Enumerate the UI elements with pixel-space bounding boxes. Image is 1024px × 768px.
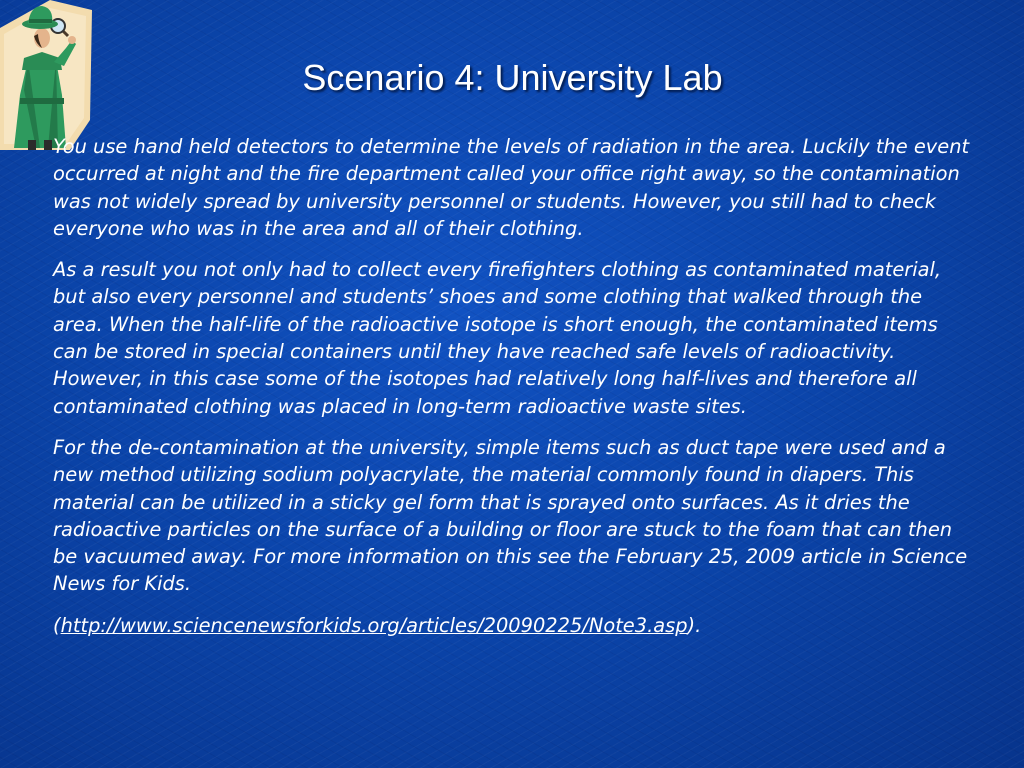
slide-title: Scenario 4: University Lab [302, 57, 723, 98]
slide-body [53, 133, 978, 653]
reference-line [53, 612, 978, 639]
paragraph-1: You use hand held detectors to determine the levels of radiation in the area. Luckily the event occurred at night and the fire department called your office right away, so the contamination was not widely spread by university personnel or students. However, you still had to check everyone who was in the area and all of their clothing. [53, 135, 970, 240]
link-prefix: ( [53, 613, 61, 637]
detective-icon [0, 0, 92, 150]
paragraph-3: For the de-contamination at the university, simple items such as duct tape were used and a new method utilizing sodium polyacrylate, the material commonly found in diapers. This material can be utilized in a sticky gel form that is sprayed onto surfaces. As it dries the radioactive particles on the surface of a building or floor are stuck to the foam that can then be vacuumed away. For more information on this see the February 25, 2009 article in Science News for Kids. [53, 435, 968, 596]
article-link[interactable]: http://www.sciencenewsforkids.org/articles/20090225/Note3.asp [60, 613, 688, 637]
paragraph-2: As a result you not only had to collect every firefighters clothing as contaminated material, but also every personnel and students’ shoes and some clothing that walked through the area. When the half-life of the radioactive isotope is short enough, the contaminated items can be stored in special containers until they have reached safe levels of radioactivity. However, in this case some of the isotopes had relatively long half-lives and therefore all contaminated clothing was placed in long-term radioactive waste sites. [53, 258, 942, 418]
link-suffix: ). [687, 613, 702, 637]
